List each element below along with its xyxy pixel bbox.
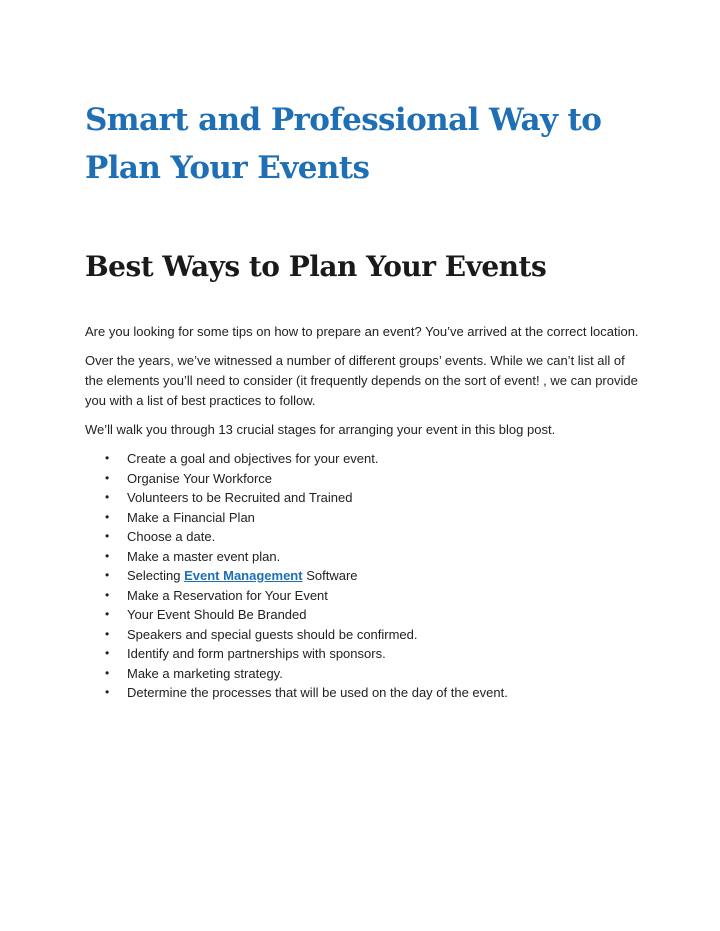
step-text: Determine the processes that will be used on the day of the event. [127,685,508,700]
list-item [85,508,645,528]
step-text: Make a Financial Plan [127,509,255,525]
step-text: Organise Your Workforce [127,470,272,486]
bullet-icon: • [105,568,110,582]
document-title: Smart and Professional Way to Plan Your Events [85,102,602,186]
bullet-icon: • [105,626,110,641]
step-text: Choose a date. [127,529,216,544]
list-item [85,625,645,645]
list-item [85,566,645,586]
step-text: Identify and form partnerships with sponsors. [127,646,386,661]
list-item [85,683,645,703]
bullet-icon: • [105,607,110,621]
event-management-link[interactable]: Event Management [184,568,303,583]
list-item [85,605,645,625]
steps-list [85,449,645,703]
step-text: Speakers and special guests should be confirmed. [127,626,418,642]
overview-paragraph: We’ll walk you through 13 crucial stages for arranging your event in this blog post. [85,422,556,437]
list-item [85,586,645,606]
experience-paragraph: Over the years, we’ve witnessed a number of different groups’ events. While we can’t list all of the elements you’ll need to consider (it frequently depends on the sort of event! , we can provide you with a list of best practices to follow. [85,353,638,408]
article-body [85,322,645,703]
list-item [85,469,645,489]
bullet-icon: • [105,529,110,543]
step-text-suffix: Software [302,568,358,583]
bullet-icon: • [105,665,110,680]
step-text: Your Event Should Be Branded [127,607,307,622]
list-item [85,488,645,508]
document-content [85,96,645,700]
bullet-icon: • [105,587,110,602]
bullet-icon: • [105,685,110,699]
bullet-icon: • [105,646,110,660]
bullet-icon: • [105,490,110,504]
list-item [85,527,645,547]
step-text: Create a goal and objectives for your event. [127,451,379,466]
bullet-icon: • [105,548,110,563]
list-item [85,547,645,567]
bullet-icon: • [105,470,110,485]
list-item [85,449,645,469]
list-item [85,664,645,684]
section-heading: Best Ways to Plan Your Events [85,250,547,283]
list-item [85,644,645,664]
bullet-icon: • [105,509,110,524]
intro-paragraph: Are you looking for some tips on how to prepare an event? You’ve arrived at the correct location. [85,324,639,339]
step-text: Make a master event plan. [127,548,281,564]
step-text: Selecting [127,568,181,583]
step-text: Volunteers to be Recruited and Trained [127,490,353,505]
bullet-icon: • [105,451,110,465]
step-text: Make a marketing strategy. [127,665,283,681]
step-text: Make a Reservation for Your Event [127,587,328,603]
